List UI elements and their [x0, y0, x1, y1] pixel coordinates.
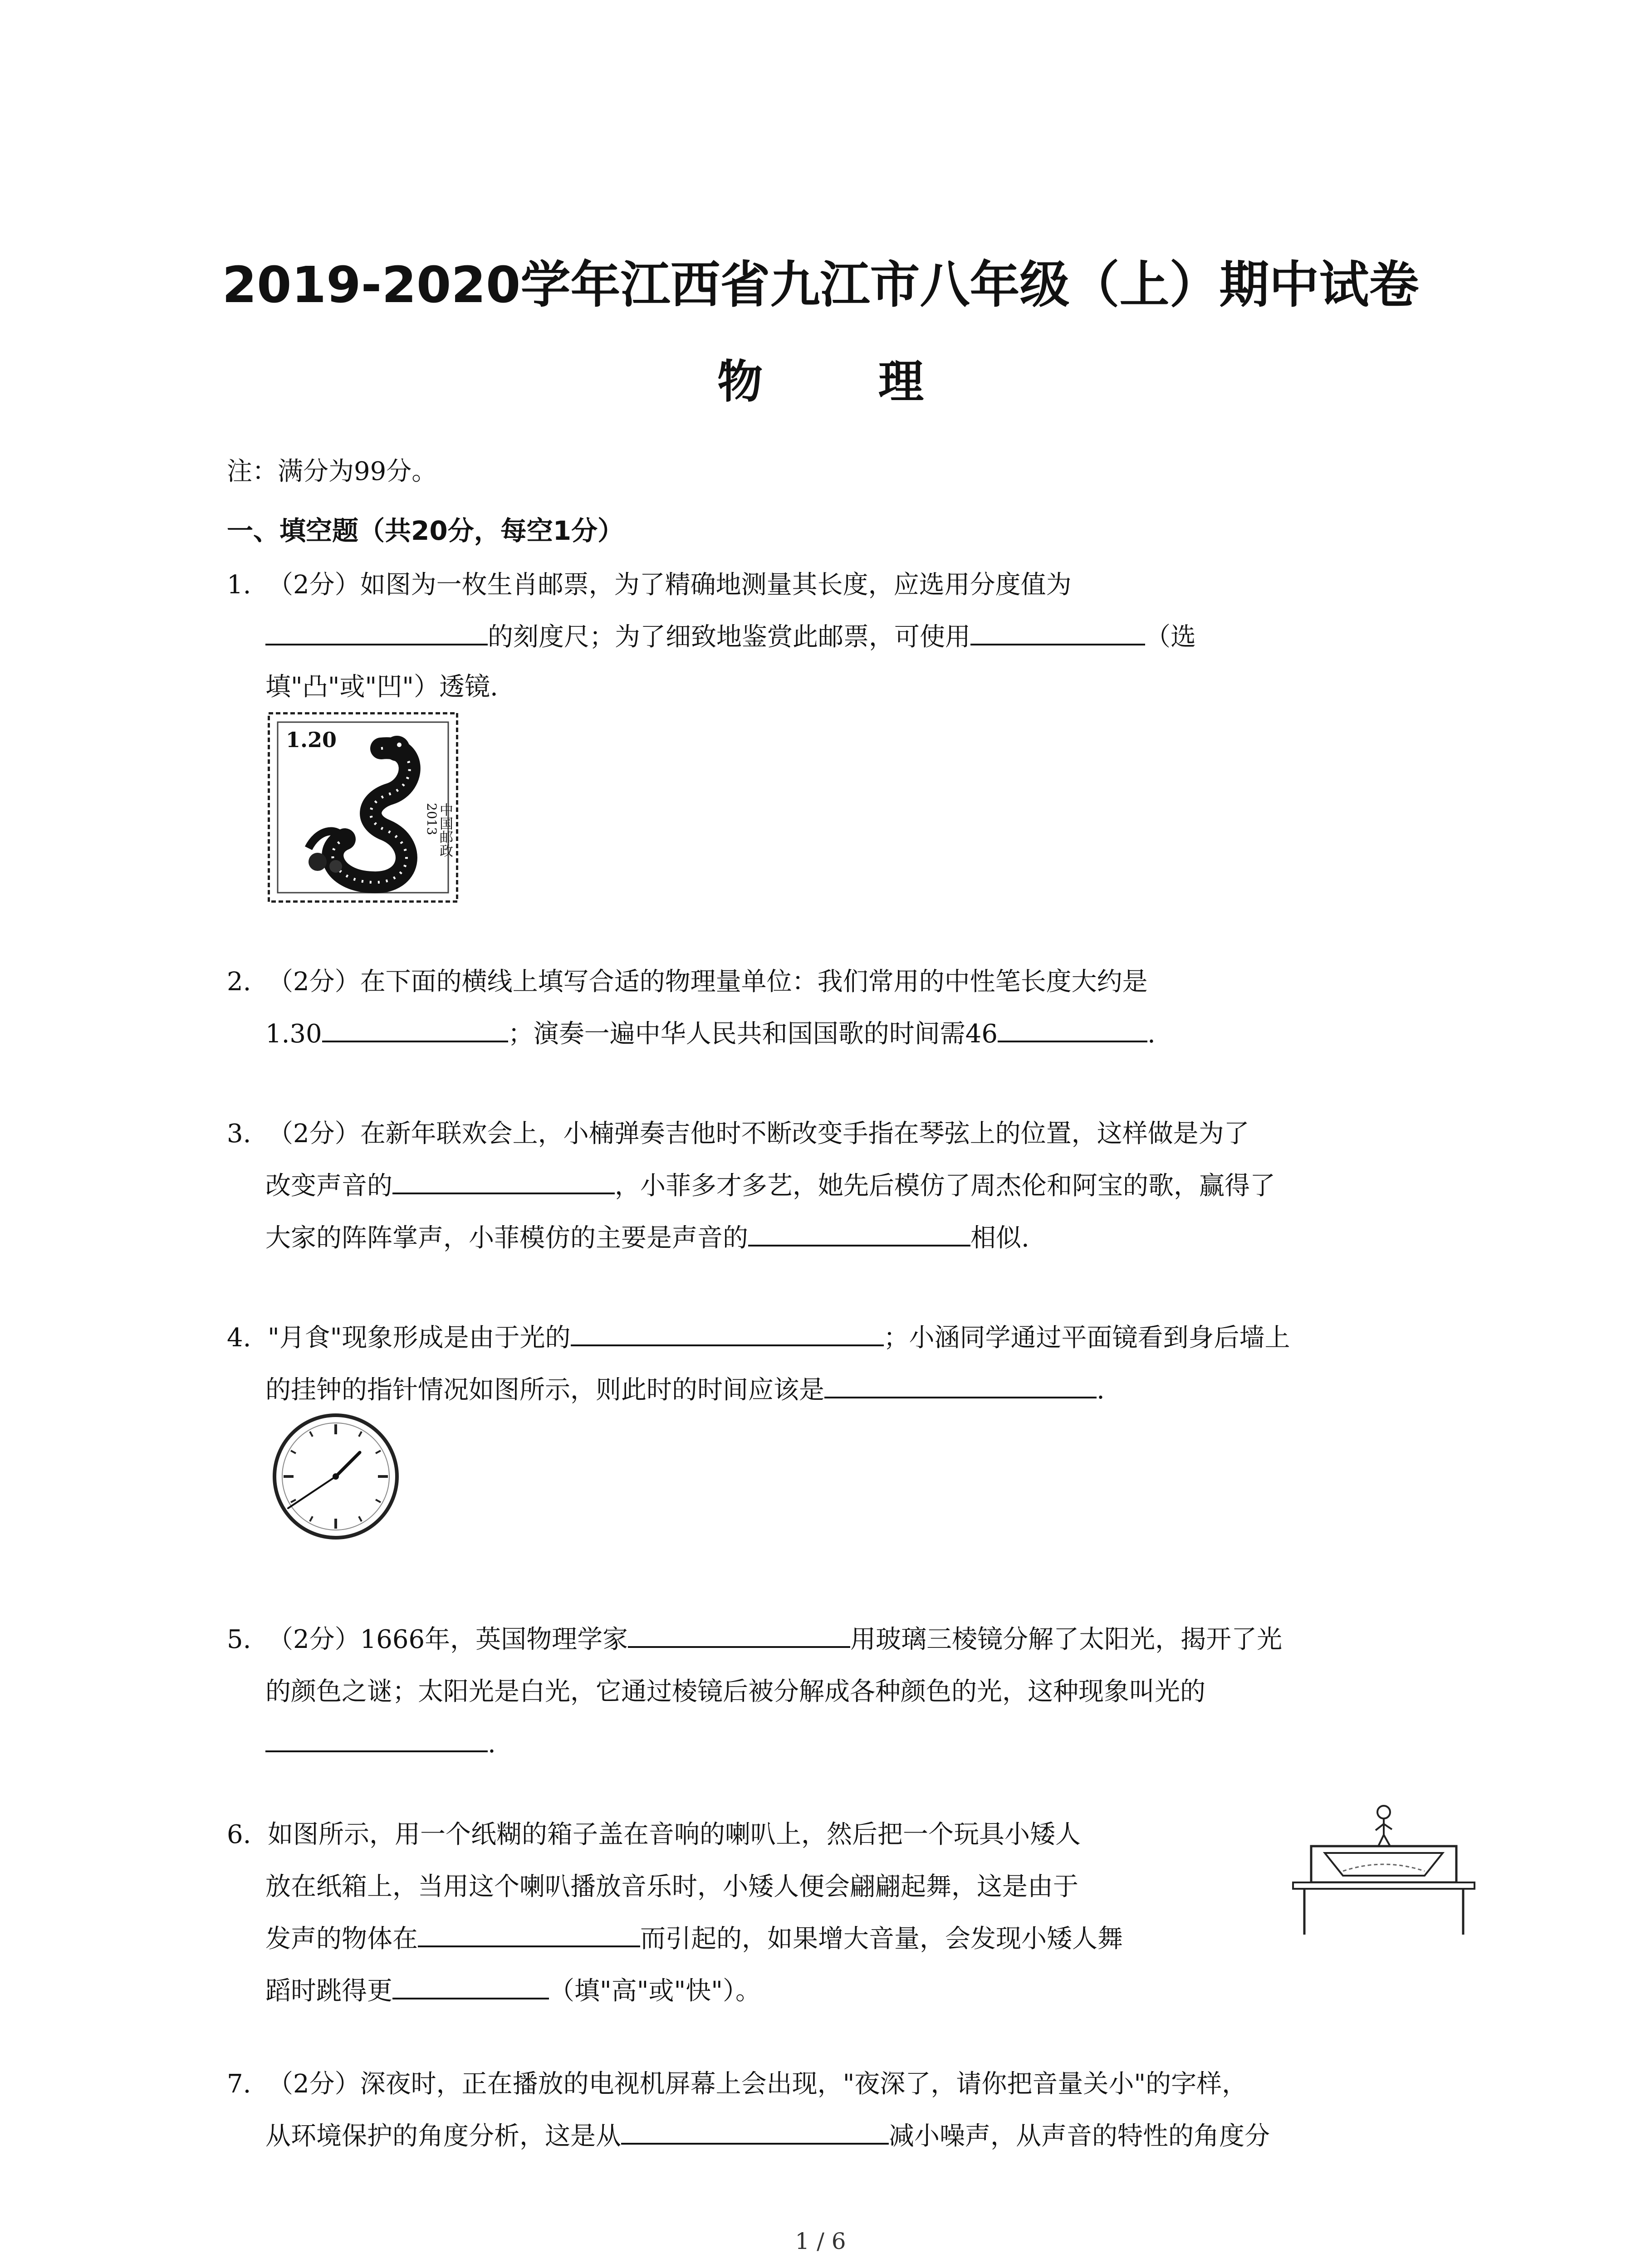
answer-blank[interactable]	[998, 1018, 1147, 1042]
question-number: 7.	[227, 2069, 251, 2099]
question-6-line-2: 放在纸箱上，当用这个喇叭播放音乐时，小矮人便会翩翩起舞，这是由于	[265, 1872, 1078, 1901]
answer-blank[interactable]	[392, 1975, 549, 1999]
score-note: 注：满分为99分。	[227, 457, 437, 486]
speaker-box-dancer-image	[1279, 1803, 1484, 1939]
question-number: 6.	[227, 1820, 251, 1849]
answer-blank[interactable]	[824, 1374, 1097, 1398]
question-7-line-2: 从环境保护的角度分析，这是从 减小噪声，从声音的特性的角度分	[265, 2118, 1270, 2155]
question-number: 2.	[227, 967, 251, 997]
question-number: 1.	[227, 570, 251, 600]
question-3-line-2: 改变声音的 ，小菲多才多艺，她先后模仿了周杰伦和阿宝的歌，赢得了	[265, 1168, 1275, 1204]
question-5-line-3: .	[265, 1726, 496, 1762]
section-heading-fill-in: 一、填空题（共20分，每空1分）	[227, 515, 624, 546]
answer-blank[interactable]	[628, 1623, 850, 1648]
question-2-line-2: 1.30 ；演奏一遍中华人民共和国国歌的时间需46 .	[265, 1016, 1156, 1052]
question-1-line-2: 的刻度尺；为了细致地鉴赏此邮票，可使用 （选	[265, 619, 1196, 655]
question-2-line-1: 2. （2分）在下面的横线上填写合适的物理量单位：我们常用的中性笔长度大约是	[227, 964, 1148, 1000]
question-1-line-1: 1. （2分）如图为一枚生肖邮票，为了精确地测量其长度，应选用分度值为	[227, 567, 1072, 603]
stamp-year: 2013	[424, 803, 439, 836]
answer-blank[interactable]	[265, 621, 488, 645]
answer-blank[interactable]	[322, 1018, 508, 1042]
question-number: 4.	[227, 1323, 251, 1353]
page-number: 1 / 6	[795, 2228, 846, 2254]
question-3-line-1: 3. （2分）在新年联欢会上，小楠弹奏吉他时不断改变手指在琴弦上的位置，这样做是为了	[227, 1116, 1249, 1152]
stamp-country: 中国邮政	[437, 803, 453, 857]
answer-blank[interactable]	[571, 1322, 884, 1346]
question-5-line-1: 5. （2分）1666年，英国物理学家 用玻璃三棱镜分解了太阳光，揭开了光	[227, 1622, 1282, 1658]
question-6-line-4: 蹈时跳得更 （填"高"或"快"）。	[265, 1973, 761, 2009]
question-4-line-2: 的挂钟的指针情况如图所示，则此时的时间应该是 .	[265, 1372, 1105, 1408]
stamp-value: 1.20	[286, 728, 337, 752]
answer-blank[interactable]	[748, 1222, 970, 1246]
answer-blank[interactable]	[970, 621, 1145, 645]
answer-blank[interactable]	[265, 1728, 488, 1752]
exam-title: 2019-2020学年江西省九江市八年级（上）期中试卷	[222, 256, 1419, 314]
answer-blank[interactable]	[621, 2120, 889, 2145]
answer-blank[interactable]	[392, 1170, 615, 1194]
question-7-line-1: 7. （2分）深夜时，正在播放的电视机屏幕上会出现，"夜深了，请你把音量关小"的字样，	[227, 2066, 1247, 2102]
question-1-line-3: 填"凸"或"凹"）透镜.	[265, 672, 498, 702]
exam-subject: 物 理	[717, 355, 974, 408]
question-5-line-2: 的颜色之谜；太阳光是白光，它通过棱镜后被分解成各种颜色的光，这种现象叫光的	[265, 1677, 1205, 1706]
question-6-line-3: 发声的物体在 而引起的，如果增大音量，会发现小矮人舞	[265, 1921, 1123, 1957]
question-6-line-1: 6. 如图所示，用一个纸糊的箱子盖在音响的喇叭上，然后把一个玩具小矮人	[227, 1817, 1081, 1853]
question-number: 3.	[227, 1119, 251, 1149]
question-number: 5.	[227, 1625, 251, 1654]
answer-blank[interactable]	[418, 1923, 640, 1947]
wall-clock-mirror-image	[270, 1411, 402, 1542]
question-3-line-3: 大家的阵阵掌声，小菲模仿的主要是声音的 相似.	[265, 1220, 1029, 1256]
question-4-line-1: 4. "月食"现象形成是由于光的 ；小涵同学通过平面镜看到身后墙上	[227, 1320, 1290, 1356]
snake-stamp-image	[268, 712, 458, 903]
